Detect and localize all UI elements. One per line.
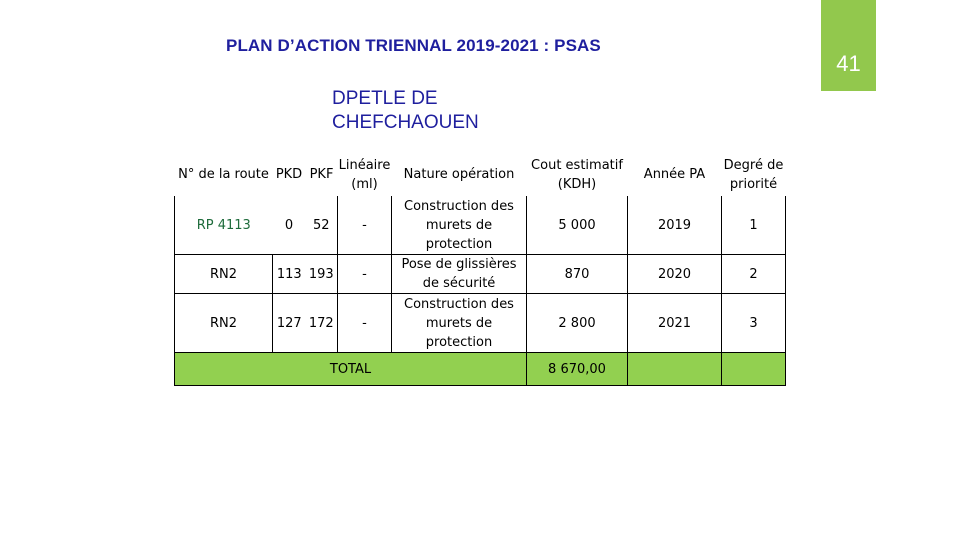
header-pkf: PKF bbox=[309, 167, 334, 182]
cell-annee: 2019 bbox=[628, 196, 722, 255]
cell-lineaire: - bbox=[338, 196, 392, 255]
action-plan-table bbox=[174, 153, 786, 386]
header-cout: Cout estimatif (KDH) bbox=[531, 157, 623, 192]
total-label: TOTAL bbox=[175, 353, 527, 386]
slide-title: PLAN D’ACTION TRIENNAL 2019-2021 : PSAS bbox=[226, 36, 601, 55]
cell-nature: Pose de glissières de sécurité bbox=[392, 255, 527, 294]
cell-degre: 2 bbox=[722, 255, 786, 294]
header-lineaire: Linéaire (ml) bbox=[338, 157, 391, 192]
table-row bbox=[175, 255, 786, 294]
cell-pkd: 113 bbox=[273, 255, 306, 294]
subtitle bbox=[332, 87, 532, 135]
cell-lineaire: - bbox=[338, 294, 392, 353]
cell-pkf: 52 bbox=[306, 196, 338, 255]
cell-pkf: 193 bbox=[306, 255, 338, 294]
table-total-row bbox=[175, 353, 786, 386]
cell-pkd: 127 bbox=[273, 294, 306, 353]
cell-pkf: 172 bbox=[306, 294, 338, 353]
header-nature: Nature opération bbox=[403, 167, 515, 182]
cell-route: RN2 bbox=[175, 294, 273, 353]
table-row bbox=[175, 294, 786, 353]
cell-annee: 2020 bbox=[628, 255, 722, 294]
table-row bbox=[175, 196, 786, 255]
cell-degre: 1 bbox=[722, 196, 786, 255]
cell-pkd: 0 bbox=[284, 217, 294, 233]
header-pkd: PKD bbox=[275, 167, 303, 182]
header-annee: Année PA bbox=[643, 167, 706, 182]
subtitle-line-2: CHEFCHAOUEN bbox=[332, 112, 479, 133]
total-empty-cell bbox=[722, 353, 786, 386]
cell-cout: 2 800 bbox=[527, 294, 628, 353]
cell-annee: 2021 bbox=[628, 294, 722, 353]
cell-route: RP 4113 bbox=[175, 196, 273, 255]
header-degre: Degré de priorité bbox=[723, 157, 784, 192]
total-empty-cell bbox=[628, 353, 722, 386]
cell-nature: Construction des murets de protection bbox=[392, 196, 527, 255]
cell-cout: 870 bbox=[527, 255, 628, 294]
cell-nature: Construction des murets de protection bbox=[392, 294, 527, 353]
subtitle-line-1: DPETLE DE bbox=[332, 88, 438, 109]
header-route: N° de la route bbox=[178, 167, 269, 182]
page-number: 41 bbox=[836, 51, 861, 76]
total-value: 8 670,00 bbox=[527, 353, 628, 386]
cell-cout: 5 000 bbox=[527, 196, 628, 255]
table-header-row bbox=[175, 153, 786, 196]
page-number-badge bbox=[821, 0, 876, 91]
cell-route: RN2 bbox=[175, 255, 273, 294]
cell-degre: 3 bbox=[722, 294, 786, 353]
cell-lineaire: - bbox=[338, 255, 392, 294]
